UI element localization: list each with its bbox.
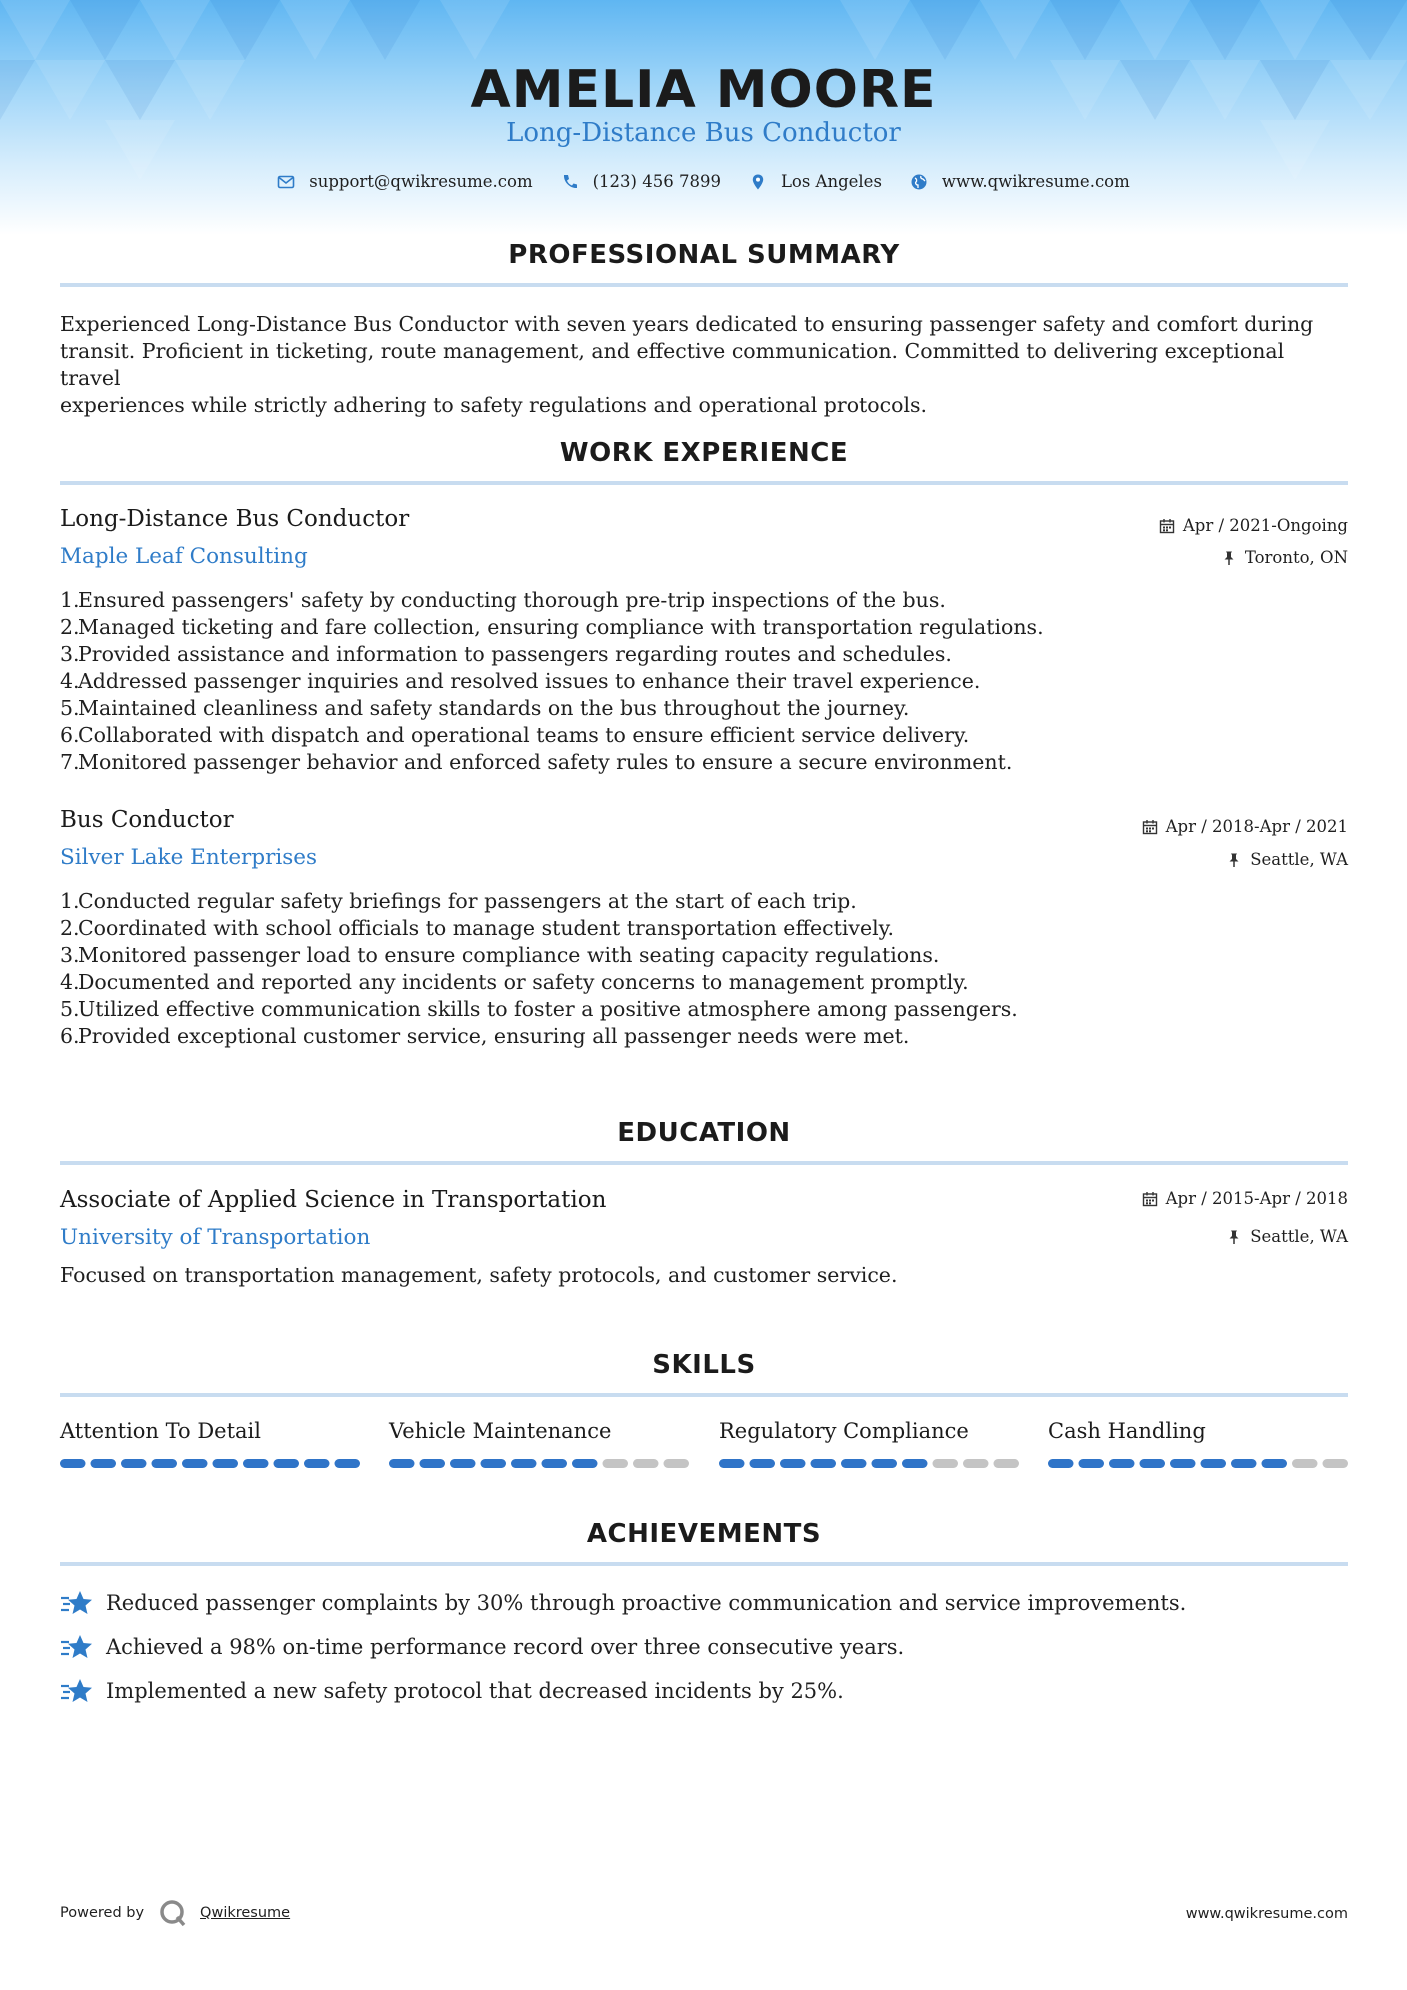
skill-segment-filled	[841, 1459, 867, 1468]
skill-segment-filled	[811, 1459, 837, 1468]
candidate-title: Long-Distance Bus Conductor	[506, 118, 901, 148]
skill-segment-filled	[1140, 1459, 1166, 1468]
experience-divider	[60, 481, 1348, 485]
globe-icon	[910, 173, 928, 191]
skill-segment-filled	[335, 1459, 361, 1468]
achievement-item	[60, 1589, 1186, 1617]
skill-level-bar	[60, 1459, 360, 1468]
skill-segment-filled	[1109, 1459, 1135, 1468]
pushpin-icon	[1221, 550, 1237, 566]
skill-item	[60, 1419, 360, 1443]
job-1-role: Long-Distance Bus Conductor	[60, 506, 410, 532]
pushpin-icon	[1226, 1229, 1242, 1245]
list-item: 7. Monitored passenger behavior and enforced safety rules to ensure a secure environment.	[60, 750, 1013, 774]
skill-segment-filled	[304, 1459, 330, 1468]
footer-website[interactable]: www.qwikresume.com	[1185, 1906, 1348, 1922]
skill-segment-filled	[481, 1459, 507, 1468]
skill-segment-filled	[152, 1459, 178, 1468]
footer-powered-by	[60, 1898, 290, 1928]
job-2-points	[60, 888, 1348, 1050]
list-item: 2. Coordinated with school officials to manage student transportation effectively.	[60, 916, 895, 940]
job-2-role: Bus Conductor	[60, 807, 234, 833]
achievements-heading: ACHIEVEMENTS	[586, 1519, 822, 1549]
skill-segment-empty	[1292, 1459, 1318, 1468]
contact-location	[749, 172, 882, 191]
email-icon	[277, 173, 295, 191]
summary-divider	[60, 283, 1348, 287]
skill-item	[719, 1419, 1019, 1443]
achievement-text: Implemented a new safety protocol that decreased incidents by 25%.	[106, 1679, 844, 1703]
skill-segment-filled	[750, 1459, 776, 1468]
education-school: University of Transportation	[60, 1225, 371, 1250]
list-item: 5. Maintained cleanliness and safety standards on the bus throughout the journey.	[60, 696, 910, 720]
skill-segment-filled	[511, 1459, 537, 1468]
contact-location-text: Los Angeles	[780, 172, 882, 191]
pushpin-icon	[1226, 852, 1242, 868]
candidate-name: AMELIA MOORE	[470, 60, 937, 120]
powered-by-label: Powered by	[60, 1905, 145, 1921]
skill-segment-filled	[420, 1459, 446, 1468]
skill-name: Attention To Detail	[60, 1419, 261, 1443]
summary-line: Experienced Long-Distance Bus Conductor with seven years dedicated to ensuring passenger safety and comfort during	[60, 312, 1314, 336]
summary-heading: PROFESSIONAL SUMMARY	[508, 240, 900, 270]
skill-segment-filled	[872, 1459, 898, 1468]
job-2-location-text: Seattle, WA	[1250, 850, 1348, 869]
list-item: 6. Collaborated with dispatch and operational teams to ensure efficient service delivery.	[60, 723, 970, 747]
skill-segment-filled	[1201, 1459, 1227, 1468]
calendar-icon	[1142, 1191, 1158, 1207]
contact-phone-text: (123) 456 7899	[592, 172, 721, 191]
achievement-item	[60, 1677, 844, 1705]
skill-segment-empty	[664, 1459, 690, 1468]
list-item: 4. Documented and reported any incidents or safety concerns to management promptly.	[60, 970, 969, 994]
star-icon	[60, 1677, 94, 1705]
job-1-location	[1221, 548, 1348, 567]
skill-segment-filled	[542, 1459, 568, 1468]
list-item: 1. Conducted regular safety briefings for passengers at the start of each trip.	[60, 889, 857, 913]
contact-email-text: support@qwikresume.com	[309, 172, 533, 191]
skill-name: Regulatory Compliance	[719, 1419, 969, 1443]
qwikresume-logo-icon	[158, 1898, 188, 1928]
achievement-item	[60, 1633, 904, 1661]
job-1-dates-text: Apr / 2021-Ongoing	[1182, 516, 1348, 535]
education-description: Focused on transportation management, safety protocols, and customer service.	[60, 1263, 898, 1287]
skill-level-bar	[719, 1459, 1019, 1468]
star-icon	[60, 1589, 94, 1617]
skill-segment-filled	[450, 1459, 476, 1468]
skill-segment-empty	[1323, 1459, 1349, 1468]
skill-segment-filled	[572, 1459, 598, 1468]
skill-segment-filled	[243, 1459, 269, 1468]
skill-level-bar	[389, 1459, 689, 1468]
experience-heading: WORK EXPERIENCE	[559, 438, 849, 468]
achievement-text: Achieved a 98% on-time performance record over three consecutive years.	[106, 1635, 905, 1659]
contact-website[interactable]	[910, 172, 1130, 191]
skill-level-bar	[1048, 1459, 1348, 1468]
skill-segment-filled	[213, 1459, 239, 1468]
education-dates-text: Apr / 2015-Apr / 2018	[1165, 1189, 1348, 1208]
skill-segment-filled	[1079, 1459, 1105, 1468]
list-item: 4. Addressed passenger inquiries and resolved issues to enhance their travel experience.	[60, 669, 981, 693]
list-item: 6. Provided exceptional customer service, ensuring all passenger needs were met.	[60, 1024, 910, 1048]
job-2-location	[1226, 850, 1348, 869]
education-degree: Associate of Applied Science in Transportation	[60, 1187, 607, 1213]
contact-website-text: www.qwikresume.com	[941, 172, 1130, 191]
job-1-company: Maple Leaf Consulting	[60, 544, 308, 569]
skills-divider	[60, 1393, 1348, 1397]
contact-row	[0, 172, 1407, 191]
skill-segment-filled	[60, 1459, 86, 1468]
achievement-text: Reduced passenger complaints by 30% through proactive communication and service improvements.	[106, 1591, 1187, 1615]
skill-segment-filled	[91, 1459, 117, 1468]
calendar-icon	[1142, 819, 1158, 835]
summary-line: transit. Proficient in ticketing, route management, and effective communication. Committed to delivering exceptional travel	[60, 339, 1285, 390]
skills-heading: SKILLS	[652, 1350, 756, 1380]
skill-item	[389, 1419, 689, 1443]
education-dates	[1142, 1189, 1348, 1208]
job-2-dates-text: Apr / 2018-Apr / 2021	[1165, 817, 1348, 836]
list-item: 5. Utilized effective communication skills to foster a positive atmosphere among passengers.	[60, 997, 1018, 1021]
phone-icon	[561, 173, 579, 191]
summary-line: experiences while strictly adhering to safety regulations and operational protocols.	[60, 393, 928, 417]
skill-segment-filled	[389, 1459, 415, 1468]
star-icon	[60, 1633, 94, 1661]
skill-segment-filled	[719, 1459, 745, 1468]
skill-segment-filled	[780, 1459, 806, 1468]
skill-segment-empty	[994, 1459, 1020, 1468]
contact-email[interactable]	[277, 172, 532, 191]
list-item: 1. Ensured passengers' safety by conducting thorough pre-trip inspections of the bus.	[60, 588, 946, 612]
job-1-location-text: Toronto, ON	[1244, 548, 1348, 567]
skill-segment-filled	[1262, 1459, 1288, 1468]
job-1-dates	[1159, 516, 1348, 535]
skill-segment-filled	[902, 1459, 928, 1468]
location-pin-icon	[749, 173, 767, 191]
list-item: 3. Monitored passenger load to ensure compliance with seating capacity regulations.	[60, 943, 940, 967]
skill-name: Vehicle Maintenance	[389, 1419, 612, 1443]
job-1-points	[60, 587, 1348, 776]
education-location	[1226, 1227, 1348, 1246]
skill-item	[1048, 1419, 1348, 1443]
job-2-company: Silver Lake Enterprises	[60, 845, 318, 870]
qwikresume-link[interactable]: Qwikresume	[200, 1905, 291, 1921]
skill-name: Cash Handling	[1048, 1419, 1206, 1443]
job-2-dates	[1142, 817, 1348, 836]
education-location-text: Seattle, WA	[1250, 1227, 1348, 1246]
list-item: 2. Managed ticketing and fare collection, ensuring compliance with transportation regulations.	[60, 615, 1044, 639]
skill-segment-filled	[1048, 1459, 1074, 1468]
skill-segment-empty	[963, 1459, 989, 1468]
skill-segment-empty	[633, 1459, 659, 1468]
contact-phone[interactable]	[561, 172, 721, 191]
list-item: 3. Provided assistance and information to passengers regarding routes and schedules.	[60, 642, 952, 666]
skill-segment-filled	[182, 1459, 208, 1468]
skill-segment-filled	[274, 1459, 300, 1468]
skill-segment-empty	[933, 1459, 959, 1468]
education-heading: EDUCATION	[617, 1118, 791, 1148]
education-divider	[60, 1161, 1348, 1165]
skill-segment-empty	[603, 1459, 629, 1468]
summary-text	[60, 311, 1348, 419]
achievements-divider	[60, 1562, 1348, 1566]
calendar-icon	[1159, 518, 1175, 534]
skill-segment-filled	[121, 1459, 147, 1468]
skill-segment-filled	[1231, 1459, 1257, 1468]
skill-segment-filled	[1170, 1459, 1196, 1468]
